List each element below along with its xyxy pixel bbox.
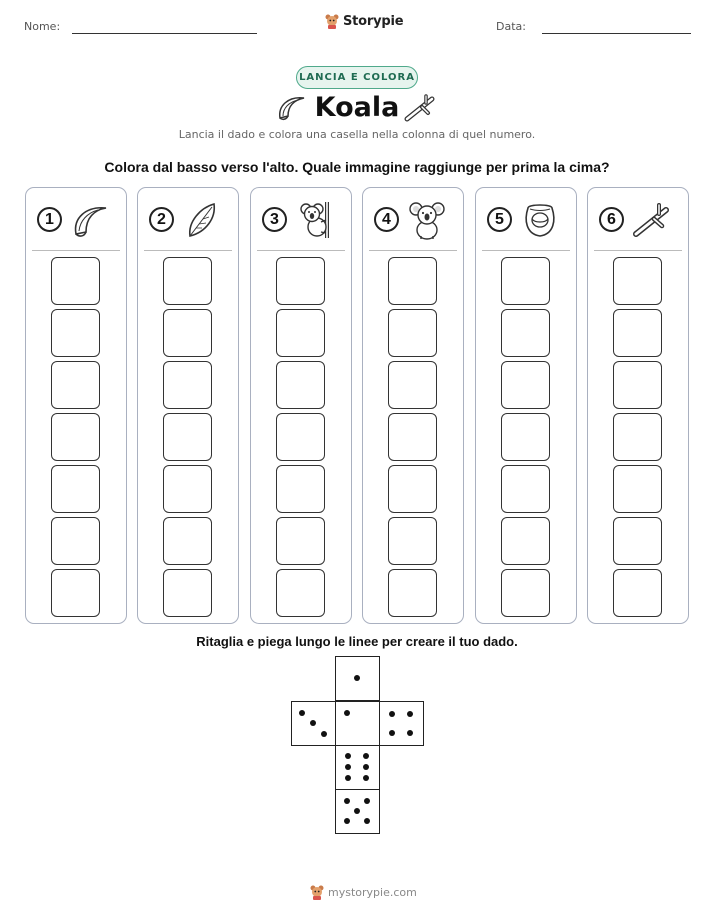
pip <box>354 675 360 681</box>
color-cell[interactable] <box>388 465 437 513</box>
color-cell[interactable] <box>163 257 212 305</box>
pip <box>389 711 395 717</box>
column-3 <box>250 187 352 624</box>
die-face-4 <box>379 701 424 746</box>
pouch-icon <box>520 200 560 240</box>
color-cell[interactable] <box>501 257 550 305</box>
pip <box>364 818 370 824</box>
color-cell[interactable] <box>163 413 212 461</box>
column-divider <box>594 250 682 251</box>
color-cell[interactable] <box>276 309 325 357</box>
color-cell[interactable] <box>388 517 437 565</box>
color-cell[interactable] <box>613 517 662 565</box>
column-divider <box>482 250 570 251</box>
storypie-mascot-icon <box>325 13 339 29</box>
column-number: 6 <box>599 207 624 232</box>
color-cell[interactable] <box>613 569 662 617</box>
color-cell[interactable] <box>613 413 662 461</box>
color-cell[interactable] <box>501 517 550 565</box>
footer <box>310 884 417 900</box>
branch-icon <box>404 93 438 123</box>
pip <box>345 764 351 770</box>
column-4 <box>362 187 464 624</box>
claw-icon <box>70 200 110 240</box>
pip <box>344 710 350 716</box>
color-cell[interactable] <box>613 361 662 409</box>
koala-climbing-icon <box>295 200 335 240</box>
pip <box>299 710 305 716</box>
pip <box>363 753 369 759</box>
footer-url[interactable]: mystorypie.com <box>328 885 417 899</box>
color-cell[interactable] <box>51 569 100 617</box>
color-cell[interactable] <box>501 309 550 357</box>
color-cell[interactable] <box>613 309 662 357</box>
die-face-3 <box>291 701 336 746</box>
pip <box>407 730 413 736</box>
instruction: Colora dal basso verso l'alto. Quale immagine raggiunge per prima la cima? <box>104 159 610 175</box>
color-cell[interactable] <box>276 465 325 513</box>
pip <box>310 720 316 726</box>
color-cell[interactable] <box>51 257 100 305</box>
color-cell[interactable] <box>501 569 550 617</box>
column-divider <box>369 250 457 251</box>
color-cell[interactable] <box>501 361 550 409</box>
pip <box>407 711 413 717</box>
color-cell[interactable] <box>276 413 325 461</box>
subtitle: Lancia il dado e colora una casella nella colonna di quel numero. <box>178 128 536 141</box>
date-line[interactable] <box>542 33 691 34</box>
color-cell[interactable] <box>163 309 212 357</box>
color-cell[interactable] <box>51 465 100 513</box>
pip <box>321 731 327 737</box>
color-cell[interactable] <box>51 361 100 409</box>
die-face-6 <box>335 745 380 790</box>
name-line[interactable] <box>72 33 257 34</box>
branch-icon <box>632 200 672 240</box>
color-cell[interactable] <box>613 257 662 305</box>
color-cell[interactable] <box>163 517 212 565</box>
color-cell[interactable] <box>276 569 325 617</box>
color-cell[interactable] <box>388 309 437 357</box>
color-cell[interactable] <box>276 257 325 305</box>
die-face-5 <box>335 789 380 834</box>
column-number: 1 <box>37 207 62 232</box>
column-5 <box>475 187 577 624</box>
color-cell[interactable] <box>388 569 437 617</box>
column-2 <box>137 187 239 624</box>
column-number: 2 <box>149 207 174 232</box>
pip <box>363 775 369 781</box>
color-cell[interactable] <box>51 517 100 565</box>
column-1 <box>25 187 127 624</box>
column-6 <box>587 187 689 624</box>
color-cell[interactable] <box>501 465 550 513</box>
column-divider <box>32 250 120 251</box>
pip <box>344 818 350 824</box>
color-cell[interactable] <box>388 361 437 409</box>
leaf-icon <box>182 200 222 240</box>
color-cell[interactable] <box>163 465 212 513</box>
pip <box>364 798 370 804</box>
pip <box>345 775 351 781</box>
pip <box>363 764 369 770</box>
cut-instruction: Ritaglia e piega lungo le linee per creare il tuo dado. <box>196 634 518 649</box>
column-divider <box>257 250 345 251</box>
brand-name: Storypie <box>343 13 404 29</box>
color-cell[interactable] <box>163 361 212 409</box>
column-number: 4 <box>374 207 399 232</box>
color-cell[interactable] <box>276 361 325 409</box>
column-number: 3 <box>262 207 287 232</box>
page-title: Koala <box>314 92 400 123</box>
storypie-mascot-icon <box>310 884 324 900</box>
color-cell[interactable] <box>613 465 662 513</box>
die-face-1 <box>335 701 380 746</box>
pip <box>354 808 360 814</box>
brand-logo <box>325 13 403 29</box>
color-cell[interactable] <box>388 413 437 461</box>
color-cell[interactable] <box>501 413 550 461</box>
pip <box>345 753 351 759</box>
pip <box>389 730 395 736</box>
name-label: Nome: <box>24 20 61 33</box>
koala-icon <box>407 200 447 240</box>
pip <box>344 798 350 804</box>
color-cell[interactable] <box>388 257 437 305</box>
date-label: Data: <box>496 20 526 33</box>
color-cell[interactable] <box>163 569 212 617</box>
die-face-1 <box>335 656 380 701</box>
color-cell[interactable] <box>51 309 100 357</box>
column-divider <box>144 250 232 251</box>
color-cell[interactable] <box>276 517 325 565</box>
column-number: 5 <box>487 207 512 232</box>
activity-badge: LANCIA E COLORA <box>296 66 418 89</box>
color-cell[interactable] <box>51 413 100 461</box>
